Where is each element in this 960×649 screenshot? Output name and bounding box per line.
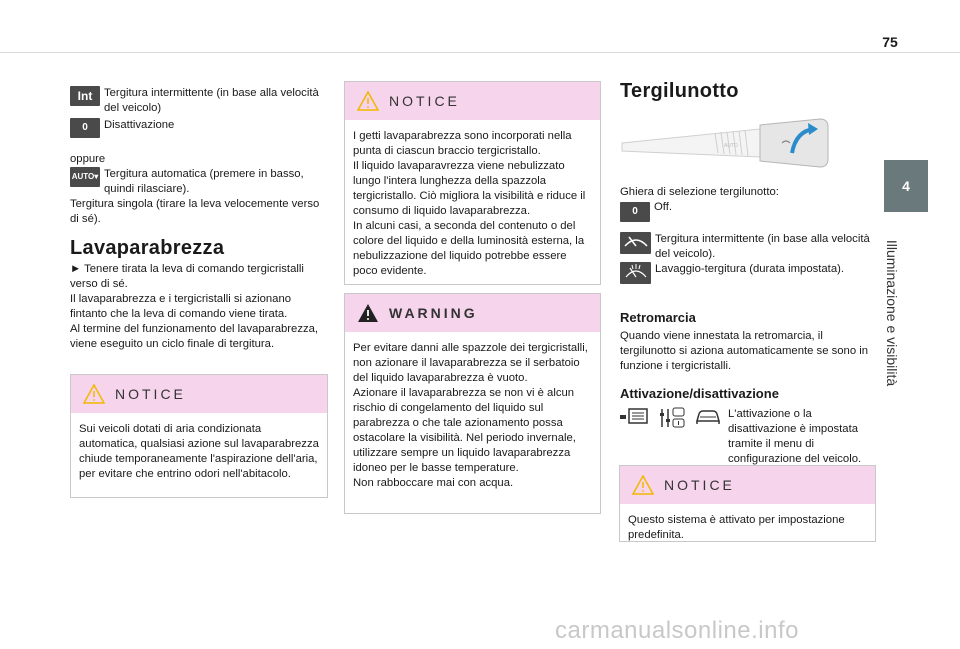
activation-text: L'attivazione o la disattivazione è impostata tramite il menu di configurazione del veicolo. xyxy=(728,408,862,465)
warning-p3: Non rabboccare mai con acqua. xyxy=(353,477,514,489)
notice-label: NOTICE xyxy=(115,386,186,402)
warning-triangle-icon xyxy=(357,91,379,111)
right-notice-box xyxy=(619,465,876,542)
mode-auto-row xyxy=(70,167,326,197)
notice-header xyxy=(345,82,600,120)
warning-header xyxy=(345,294,600,332)
warning-body xyxy=(345,332,600,499)
notice-label: NOTICE xyxy=(664,477,735,493)
rear-off-badge: 0 xyxy=(620,202,650,222)
rear-off-text: Off. xyxy=(654,201,672,213)
mode-off-text: Disattivazione xyxy=(104,119,175,131)
header-rule xyxy=(0,52,960,53)
reverse-text: Quando viene innestata la retromarcia, il tergilunotto si aziona automaticamente se sono in funzione i tergicristalli. xyxy=(620,330,869,372)
reverse-title: Retromarcia xyxy=(620,310,696,325)
notice-label: NOTICE xyxy=(389,93,460,109)
notice-p3: In alcuni casi, a seconda del contenuto o del colore del liquido e della luminosità esterna, la nebulizzazione del liquido potrebbe essere poco evidente. xyxy=(353,220,585,277)
warning-triangle-icon xyxy=(357,303,379,323)
warning-label: WARNING xyxy=(389,305,478,321)
washer-p3: Al termine del funzionamento del lavaparabrezza, viene eseguito un ciclo finale di tergitura. xyxy=(70,323,319,350)
notice-body xyxy=(345,120,600,287)
washer-p1: ► Tenere tirata la leva di comando tergicristalli verso di sé. xyxy=(70,263,304,290)
stalk-auto-label: AUTO xyxy=(724,143,738,149)
driving-settings-icon xyxy=(658,407,686,429)
auto-badge-label: AUTO xyxy=(71,172,95,181)
rear-wash-row xyxy=(620,262,876,284)
warning-p1: Per evitare danni alle spazzole dei tergicristalli, non azionare il lavaparabrezza se il serbatoio del liquido lavaparabrezza è vuoto. xyxy=(353,342,588,384)
notice-p1: I getti lavaparabrezza sono incorporati nella punta di ciascun braccio tergicristallo. xyxy=(353,130,572,157)
watermark[interactable]: carmanualsonline.info xyxy=(555,617,799,644)
notice-header xyxy=(620,466,875,504)
int-badge: Int xyxy=(70,86,100,106)
warning-p2: Azionare il lavaparabrezza se non vi è alcun rischio di congelamento del liquido sul parabrezza o che tale azionamento possa ostacolare la visibilità. Nel periodo invernale, utilizzare sempre un liquido lavaparabrezza idoneo per le basse temperature. xyxy=(353,387,576,474)
middle-warning-box xyxy=(344,293,601,514)
selector-text: Ghiera di selezione tergilunotto: xyxy=(620,186,779,198)
rear-wash-text: Lavaggio-tergitura (durata impostata). xyxy=(655,263,845,275)
notice-p2: Il liquido lavaparavrezza viene nebulizzato lungo l'intera lunghezza della spazzola tergicristallo. Ciò migliora la visibilità e riduce il consumo di liquido lavaparabrezza. xyxy=(353,160,586,217)
settings-menu-icon xyxy=(620,407,650,427)
single-wipe-text: Tergitura singola (tirare la leva velocemente verso di sé). xyxy=(70,198,320,225)
washer-title: Lavaparabrezza xyxy=(70,237,225,259)
notice-body: Sui veicoli dotati di aria condizionata automatica, qualsiasi azione sul lavaparabrezza chiude temporaneamente l'aspirazione dell'aria, per evitare che entrino odori nell'abitacolo. xyxy=(79,423,319,480)
rear-off-row xyxy=(620,200,876,222)
chapter-tab[interactable]: 4 xyxy=(884,160,928,212)
warning-triangle-icon xyxy=(632,475,654,495)
warning-triangle-icon xyxy=(83,384,105,404)
mode-int-text: Tergitura intermittente (in base alla velocità del veicolo) xyxy=(104,87,319,114)
mode-int-row xyxy=(70,86,326,116)
rear-wash-icon xyxy=(620,262,651,284)
wiper-stalk-illustration xyxy=(620,107,830,177)
page-number: 75 xyxy=(882,34,898,50)
right-column xyxy=(620,80,876,467)
chapter-title: Illuminazione e visibilità xyxy=(884,239,900,387)
off-badge: 0 xyxy=(70,118,100,138)
rear-intermittent-row xyxy=(620,232,876,262)
rear-wiper-intermittent-icon xyxy=(620,232,651,254)
middle-notice-box xyxy=(344,81,601,285)
rear-intermittent-text: Tergitura intermittente (in base alla velocità del veicolo). xyxy=(655,233,870,260)
left-notice-box xyxy=(70,374,328,498)
car-icon xyxy=(694,407,722,427)
auto-badge: AUTO▾ xyxy=(70,167,100,187)
activation-title: Attivazione/disattivazione xyxy=(620,386,779,401)
rear-wiper-title: Tergilunotto xyxy=(620,80,739,102)
notice-header xyxy=(71,375,327,413)
notice-body: Questo sistema è attivato per impostazione predefinita. xyxy=(628,514,845,541)
oppure-text: oppure xyxy=(70,153,106,165)
mode-off-row xyxy=(70,118,326,138)
left-column xyxy=(70,86,326,352)
activation-row xyxy=(620,407,876,467)
mode-auto-text: Tergitura automatica (premere in basso, quindi rilasciare). xyxy=(104,168,304,195)
washer-p2: Il lavaparabrezza e i tergicristalli si azionano fintanto che la leva di comando viene tirata. xyxy=(70,293,292,320)
